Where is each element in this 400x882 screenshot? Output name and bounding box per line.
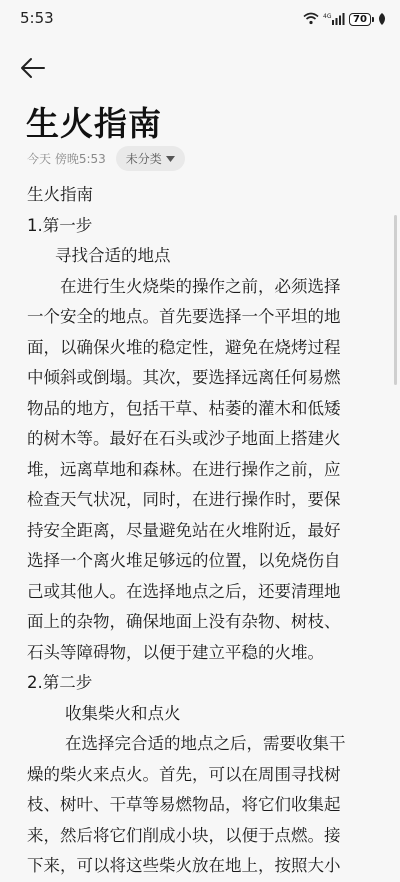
body-line: 持安全距离，尽量避免站在火堆附近，最好 — [27, 520, 341, 540]
body-line: 枝、树叶、干草等易燃物品，将它们收集起 — [27, 795, 341, 814]
status-bar — [0, 0, 400, 38]
body-line: 物品的地方，包括干草、枯萎的灌木和低矮 — [27, 398, 341, 418]
status-time: 5:53 — [20, 9, 54, 27]
svg-text:4G: 4G — [323, 13, 332, 20]
body-line: 生火指南 — [27, 185, 93, 204]
category-label: 未分类 — [125, 151, 162, 166]
back-arrow-icon — [20, 57, 46, 83]
body-line: 选择一个离火堆足够远的位置，以免烧伤自 — [27, 551, 341, 570]
body-line: 1.第一步 — [27, 215, 93, 235]
body-line: 检查天气状况，同时，在进行操作时，要保 — [27, 490, 341, 509]
body-line: 在选择完合适的地点之后，需要收集干 — [65, 734, 346, 753]
body-line: 燥的柴火来点火。首先，可以在周围寻找树 — [27, 764, 341, 784]
body-line: 石头等障碍物，以便于建立平稳的火堆。 — [27, 642, 324, 662]
body-line: 的树木等。最好在石头或沙子地面上搭建火 — [27, 429, 341, 448]
battery-icon: 70 — [349, 13, 371, 26]
scrollbar[interactable] — [394, 215, 397, 385]
wifi-icon — [303, 10, 319, 29]
body-line: 面，以确保火堆的稳定性，避免在烧烤过程 — [27, 337, 341, 357]
status-icons — [303, 10, 386, 29]
body-line: 己或其他人。在选择地点之后，还要清理地 — [27, 581, 341, 601]
body-line: 面上的杂物，确保地面上没有杂物、树枝、 — [27, 612, 341, 631]
body-line: 寻找合适的地点 — [55, 246, 171, 265]
body-line: 一个安全的地点。首先要选择一个平坦的地 — [27, 307, 341, 326]
note-title[interactable]: 生火指南 — [26, 104, 162, 143]
note-date: 今天 傍晚5:53 — [27, 151, 106, 166]
back-button[interactable] — [20, 52, 60, 88]
body-line: 堆，远离草地和森林。在进行操作之前，应 — [27, 459, 341, 479]
body-line: 在进行生火烧柴的操作之前，必须选择 — [60, 276, 341, 296]
body-line: 2.第二步 — [27, 673, 93, 692]
body-line: 来，然后将它们削成小块，以便于点燃。接 — [27, 825, 341, 845]
body-line: 下来，可以将这些柴火放在地上，按照大小 — [27, 856, 341, 875]
caret-down-icon — [166, 151, 175, 165]
battery-tip-icon — [372, 17, 374, 22]
note-body[interactable] — [27, 180, 377, 882]
body-line: 中倾斜或倒塌。其次，要选择远离任何易燃 — [27, 368, 341, 387]
leaf-icon — [378, 10, 386, 29]
body-line: 收集柴火和点火 — [65, 703, 181, 723]
cellular-signal-icon — [323, 10, 345, 29]
category-selector[interactable] — [116, 146, 185, 171]
note-meta — [27, 145, 185, 171]
